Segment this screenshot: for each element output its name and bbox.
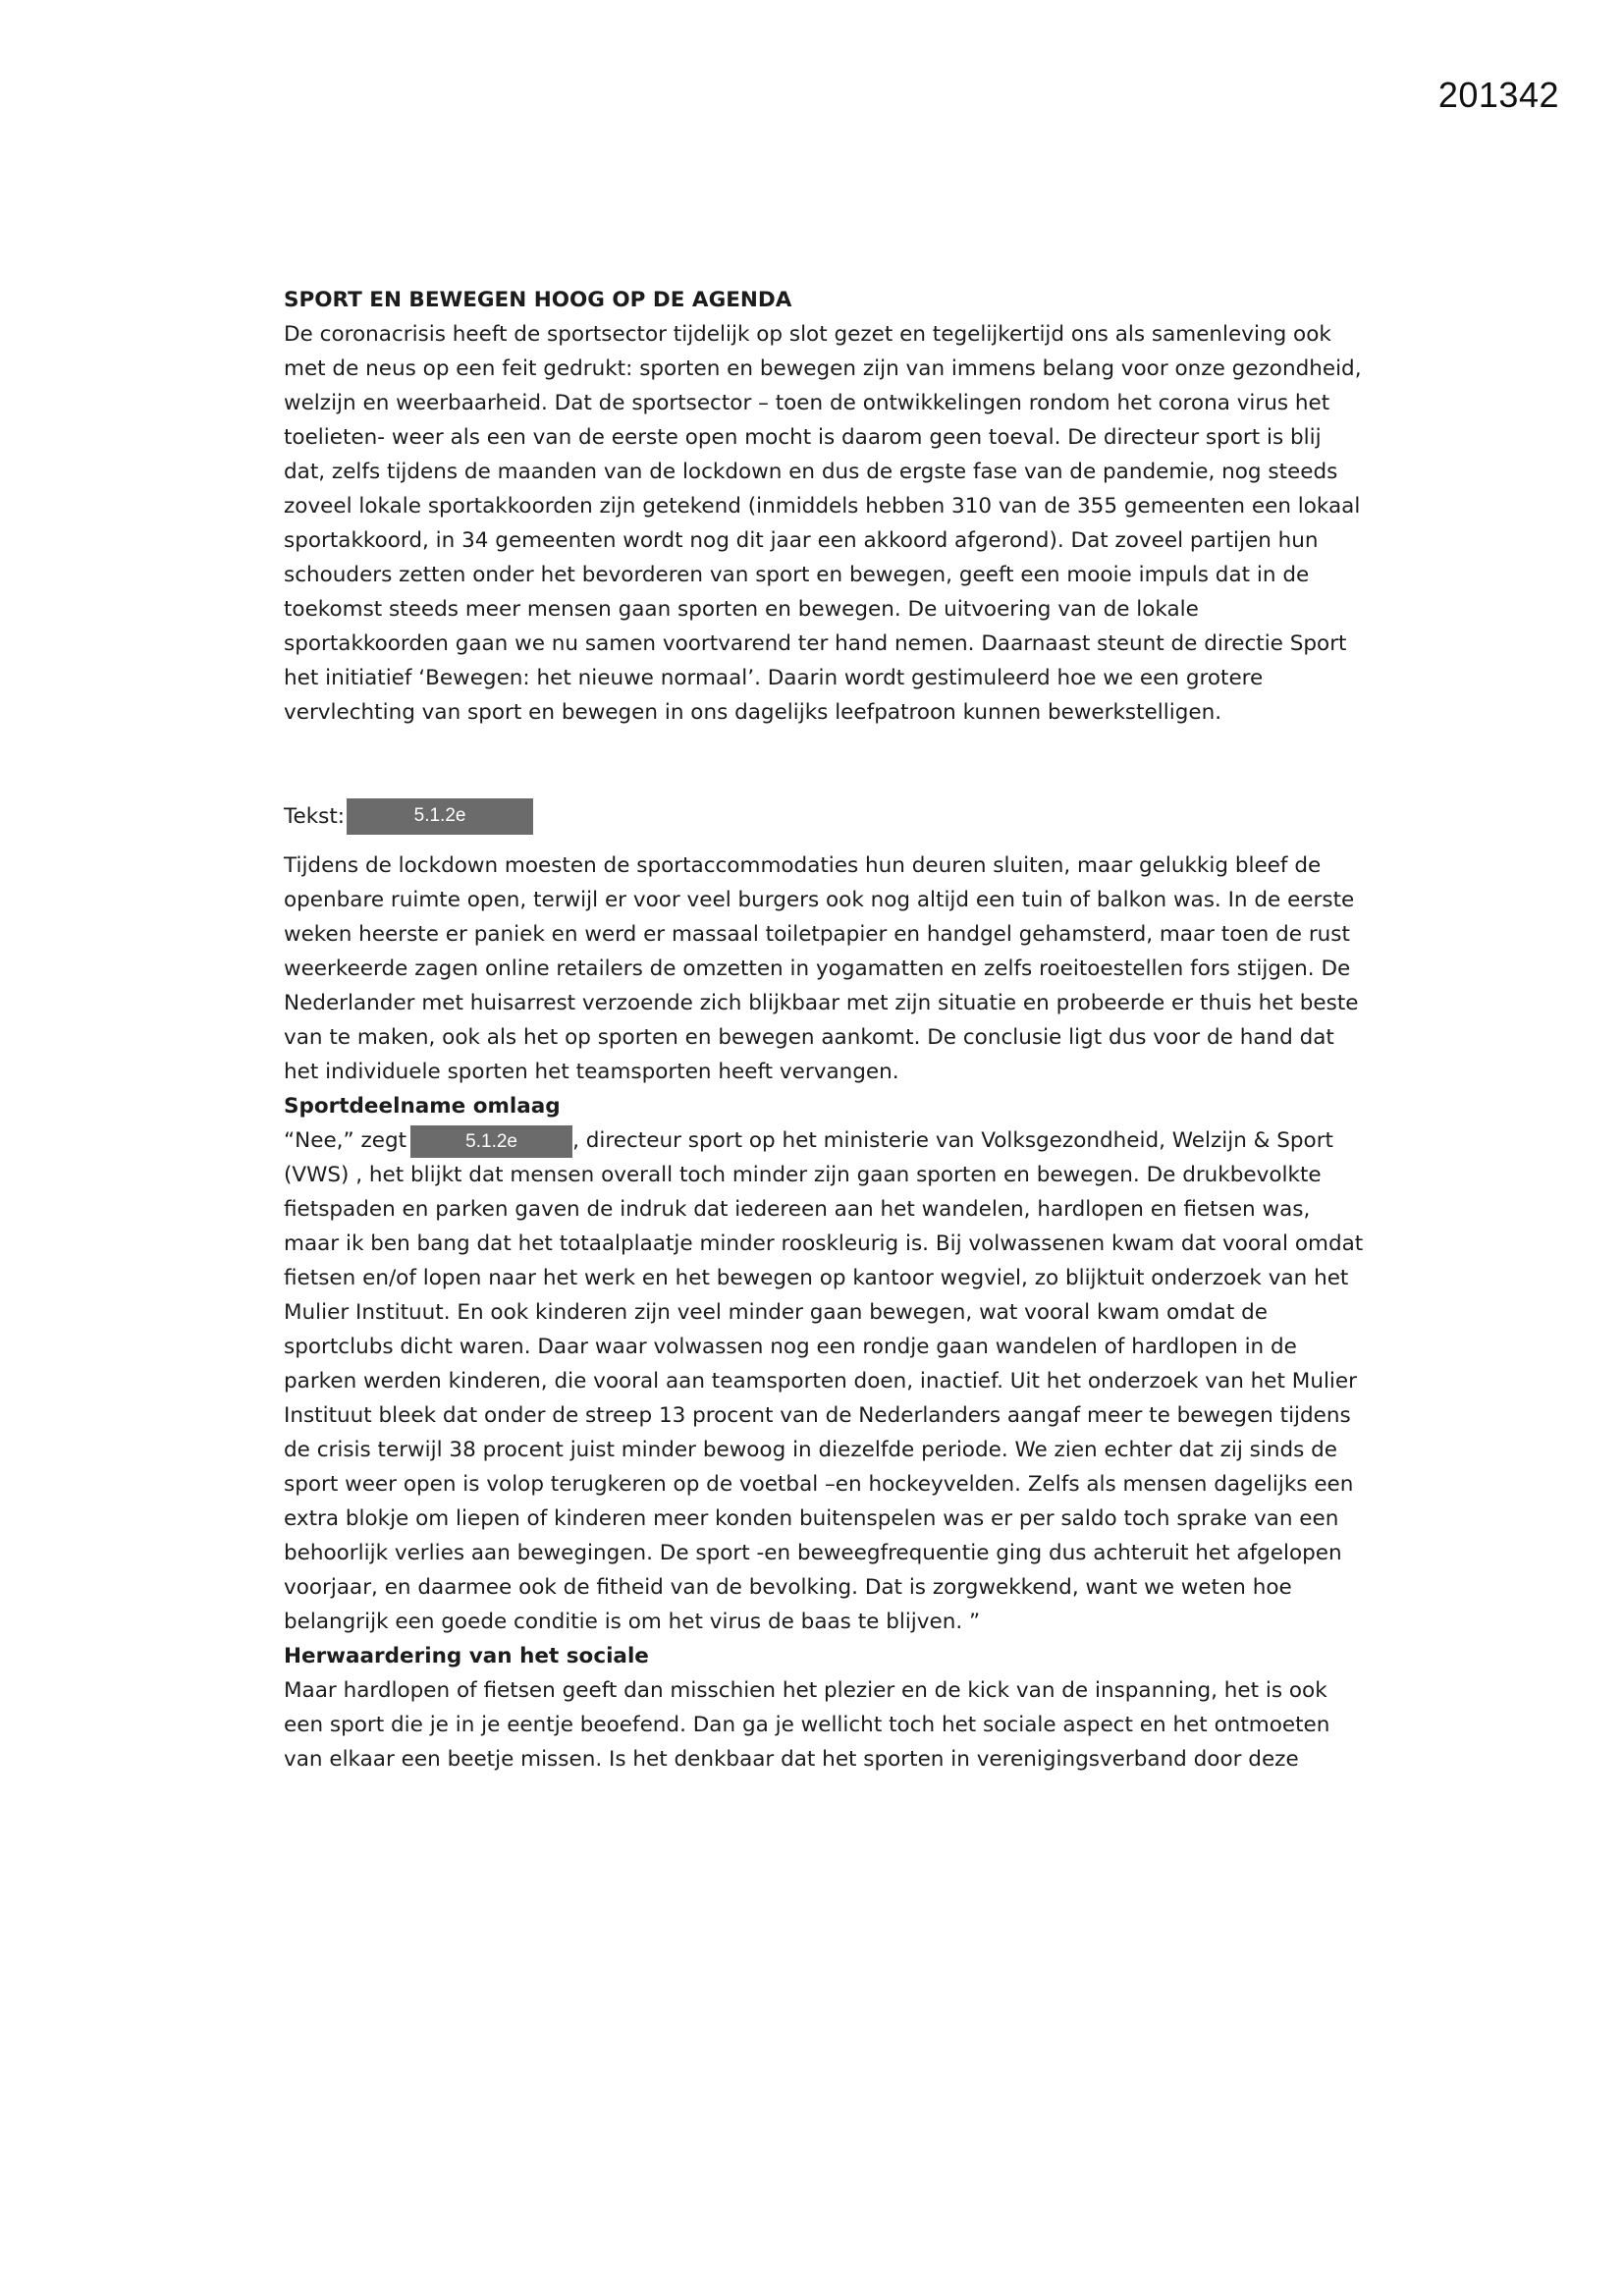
sportdeelname-heading: Sportdeelname omlaag [284, 1094, 561, 1119]
intro-paragraph: De coronacrisis heeft de sportsector tijdelijk op slot gezet en tegelijkertijd ons als samenleving ook met de neus op een feit gedrukt: sporten en bewegen zijn van immens belang voor onze gezondheid, welzijn en weerbaarheid. Dat de sportsector – toen de ontwikkelingen rondom het corona virus het toelieten- weer als een van de eerste open mocht is daarom geen toeval. De directeur sport is blij dat, zelfs tijdens de maanden van de lockdown en dus de ergste fase van de pandemie, nog steeds zoveel lokale sportakkoorden zijn getekend (inmiddels hebben 310 van de 355 gemeenten een lokaal sportakkoord, in 34 gemeenten wordt nog dit jaar een akkoord afgerond). Dat zoveel partijen hun schouders zetten onder het bevorderen van sport en bewegen, geeft een mooie impuls dat in de toekomst steeds meer mensen gaan sporten en bewegen. De uitvoering van de lokale sportakkoorden gaan we nu samen voortvarend ter hand nemen. Daarnaast steunt de directie Sport het initiatief ‘Bewegen: het nieuwe normaal’. Daarin wordt gestimuleerd hoe we een grotere vervlechting van sport en bewegen in ons dagelijks leefpatroon kunnen bewerkstelligen. [284, 322, 1362, 725]
herwaardering-heading: Herwaardering van het sociale [284, 1644, 649, 1668]
quote-rest: , directeur sport op het ministerie van Volksgezondheid, Welzijn & Sport (VWS) , het blijkt dat mensen overall toch minder zijn gaan sporten en bewegen. De drukbevolkte fietspaden en parken gaven de indruk dat iedereen aan het wandelen, hardlopen en fietsen was, maar ik ben bang dat het totaalplaatje minder rooskleurig is. Bij volwassenen kwam dat vooral omdat fietsen en/of lopen naar het werk en het bewegen op kantoor wegviel, zo blijktuit onderzoek van het Mulier Instituut. En ook kinderen zijn veel minder gaan bewegen, wat vooral kwam omdat de sportclubs dicht waren. Daar waar volwassen nog een rondje gaan wandelen of hardlopen in de parken werden kinderen, die vooral aan teamsporten doen, inactief. Uit het onderzoek van het Mulier Instituut bleek dat onder de streep 13 procent van de Nederlanders aangaf meer te bewegen tijdens de crisis terwijl 38 procent juist minder bewoog in diezelfde periode. We zien echter dat zij sinds de sport weer open is volop terugkeren op de voetbal –en hockeyvelden. Zelfs als mensen dagelijks een extra blokje om liepen of kinderen meer konden buitenspelen was er per saldo toch sprake van een behoorlijk verlies aan bewegingen. De sport -en beweegfrequentie ging dus achteruit het afgelopen voorjaar, en daarmee ook de fitheid van de bevolking. Dat is zorgwekkend, want we weten hoe belangrijk een goede conditie is om het virus de baas te blijven. ” [284, 1128, 1364, 1634]
tekst-label: Tekst: [284, 804, 346, 829]
quote-paragraph [284, 1123, 1364, 1639]
document-body [284, 283, 1364, 1777]
quote-open: “Nee,” zegt [284, 1128, 407, 1153]
lockdown-paragraph: Tijdens de lockdown moesten de sportaccommodaties hun deuren sluiten, maar gelukkig bleef de openbare ruimte open, terwijl er voor veel burgers ook nog altijd een tuin of balkon was. In de eerste weken heerste er paniek en werd er massaal toiletpapier en handgel gehamsterd, maar toen de rust weerkeerde zagen online retailers de omzetten in yogamatten en zelfs roeitoestellen fors stijgen. De Nederlander met huisarrest verzoende zich blijkbaar met zijn situatie en probeerde er thuis het beste van te maken, ook als het op sporten en bewegen aankomt. De conclusie ligt dus voor de hand dat het individuele sporten het teamsporten heeft vervangen. [284, 853, 1359, 1084]
author-line [284, 798, 1364, 835]
page-number: 201342 [1437, 75, 1559, 115]
main-heading: SPORT EN BEWEGEN HOOG OP DE AGENDA [284, 288, 792, 312]
redaction-box: 5.1.2e [410, 1125, 572, 1158]
redaction-box: 5.1.2e [347, 798, 533, 835]
sociaal-paragraph: Maar hardlopen of fietsen geeft dan misschien het plezier en de kick van de inspanning, het is ook een sport die je in je eentje beoefend. Dan ga je wellicht toch het sociale aspect en het ontmoeten van elkaar een beetje missen. Is het denkbaar dat het sporten in verenigingsverband door deze [284, 1678, 1330, 1772]
